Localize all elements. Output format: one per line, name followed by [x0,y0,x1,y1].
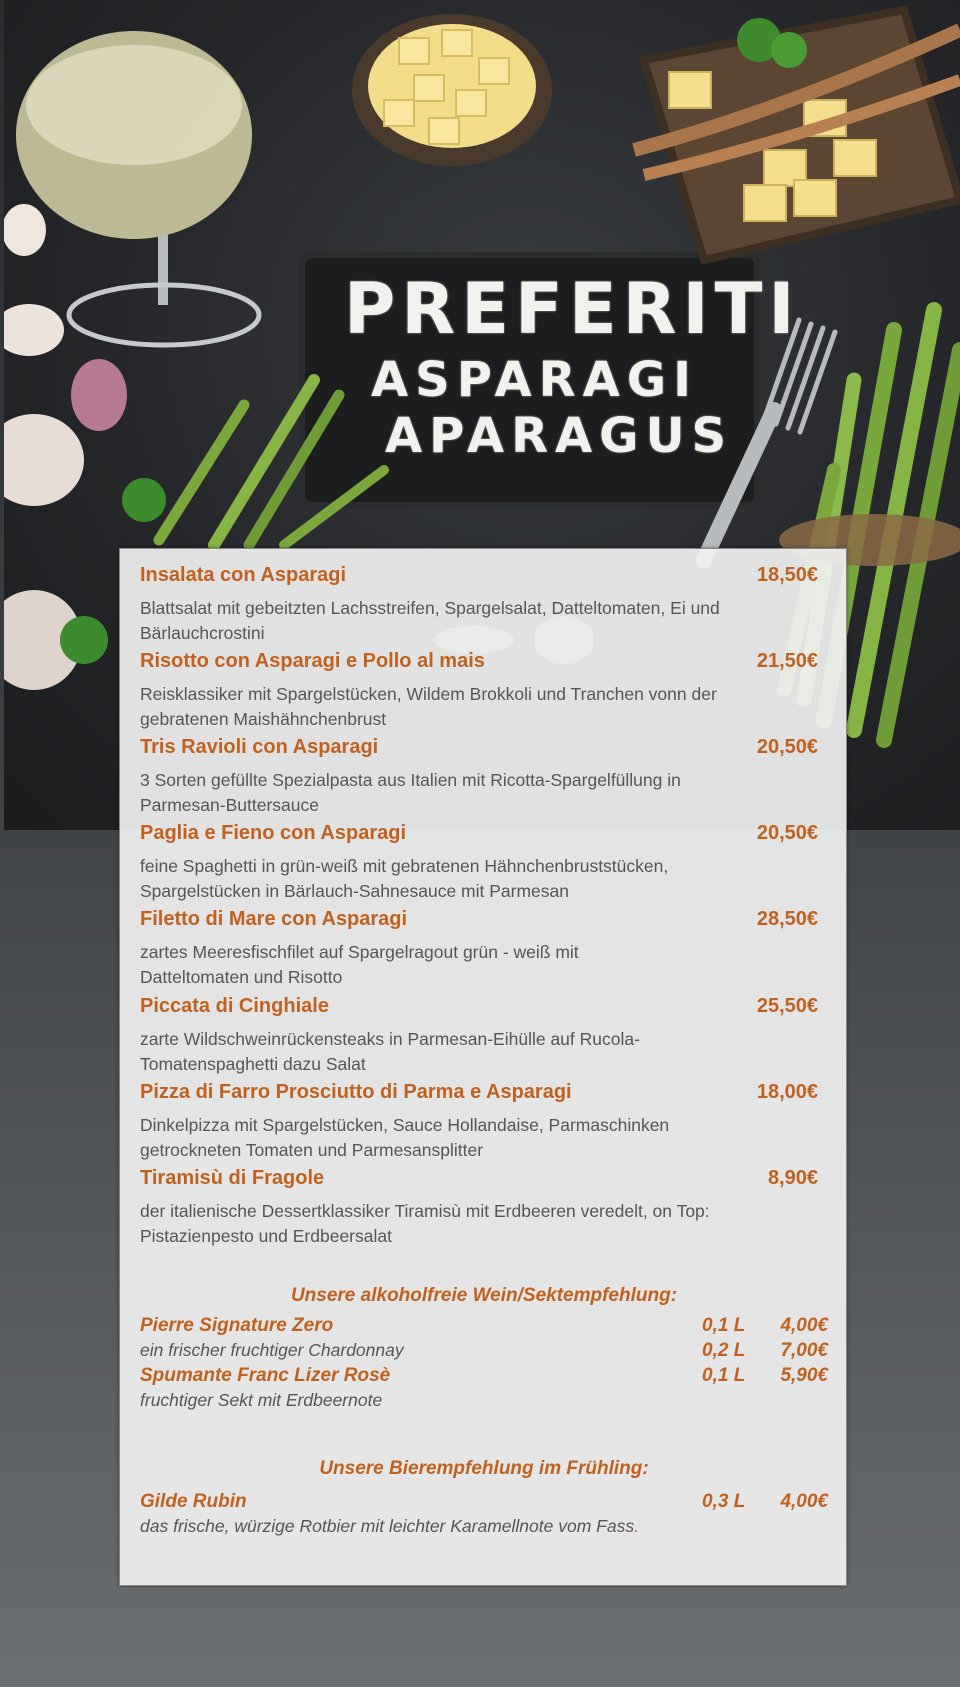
menu-item-name: Paglia e Fieno con Asparagi [140,822,406,844]
menu-item-description: feine Spaghetti in grün-weiß mit gebratenen Hähnchenbruststücken, Spargelstücken in Bärlauch-Sahnesauce mit Parmesan [140,856,669,901]
menu-item-price: 20,50€ [756,822,818,844]
wine-glass-icon [16,31,259,345]
drink-volume: 0,3 L [702,1491,746,1512]
drink-name: Gilde Rubin [140,1491,247,1512]
menu-item-name: Risotto con Asparagi e Pollo al mais [140,650,485,672]
menu-item-name: Tiramisù di Fragole [140,1167,325,1189]
menu-item-name: Piccata di Cinghiale [140,995,329,1017]
menu-item-description: Blattsalat mit gebeitzten Lachsstreifen, Spargelsalat, Datteltomaten, Ei und Bärlauchcrostini [140,598,720,643]
drink-row [140,1390,838,1414]
menu-item-price: 28,50€ [756,908,818,930]
drink-row [140,1315,838,1339]
drink-price: 4,00€ [780,1491,828,1512]
menu-item-description: 3 Sorten gefüllte Spezialpasta aus Italien mit Ricotta-Spargelfüllung in Parmesan-Buttersauce [140,770,681,815]
drink-description: ein frischer fruchtiger Chardonnay [140,1340,404,1360]
drink-row [140,1340,838,1364]
menu-item-price: 21,50€ [756,650,818,672]
menu-item-name: Tris Ravioli con Asparagi [140,736,379,758]
beer-heading: Unsere Bierempfehlung im Frühling: [319,1458,649,1479]
wine-heading: Unsere alkoholfreie Wein/Sektempfehlung: [290,1285,678,1306]
drink-volume: 0,1 L [702,1365,746,1386]
title-line-1: PREFERITI [344,268,801,350]
menu-item-description: Dinkelpizza mit Spargelstücken, Sauce Hollandaise, Parmaschinken getrockneten Tomaten und Parmesansplitter [140,1115,670,1160]
title-line-2: ASPARAGI [371,352,699,408]
menu-item-price: 8,90€ [767,1167,818,1189]
drink-row [140,1516,838,1540]
menu-item-price: 20,50€ [756,736,818,758]
menu-item-name: Insalata con Asparagi [140,564,346,586]
cheese-bowl-icon [352,14,552,166]
menu-item-description: Reisklassiker mit Spargelstücken, Wildem Brokkoli und Tranchen vonn der gebratenen Maishähnchenbrust [140,684,717,729]
beer-description-period: . [634,1516,639,1536]
drink-description [140,1516,639,1537]
menu-item-price: 18,00€ [756,1081,818,1103]
menu-item-price: 18,50€ [756,564,818,586]
drink-name: Spumante Franc Lizer Rosè [140,1365,391,1386]
menu-item-name: Filetto di Mare con Asparagi [140,908,408,930]
drink-volume: 0,1 L [702,1315,746,1336]
menu-card [119,548,847,1586]
menu-item-description: zarte Wildschweinrückensteaks in Parmesan-Eihülle auf Rucola-Tomatenspaghetti dazu Salat [140,1029,640,1074]
drink-price: 4,00€ [780,1315,828,1336]
wooden-tray-icon [634,10,960,260]
drink-volume: 0,2 L [702,1340,746,1361]
drink-description: fruchtiger Sekt mit Erdbeernote [140,1390,383,1410]
drink-row [140,1365,838,1389]
drink-name: Pierre Signature Zero [140,1315,334,1336]
menu-item-description: der italienische Dessertklassiker Tiramisù mit Erdbeeren veredelt, on Top: Pistazienpesto und Erdbeersalat [140,1201,710,1246]
menu-item-price: 25,50€ [756,995,818,1017]
drink-price: 7,00€ [780,1340,828,1361]
drink-row [140,1491,838,1515]
chalkboard [302,255,757,505]
title-line-3: APARAGUS [385,408,734,464]
menu-item-description: zartes Meeresfischfilet auf Spargelragout grün - weiß mit Datteltomaten und Risotto [140,942,579,987]
beer-description-text: das frische, würzige Rotbier mit leichter Karamellnote vom Fass [140,1516,635,1536]
drink-price: 5,90€ [780,1365,828,1386]
menu-item-name: Pizza di Farro Prosciutto di Parma e Asparagi [140,1081,572,1103]
